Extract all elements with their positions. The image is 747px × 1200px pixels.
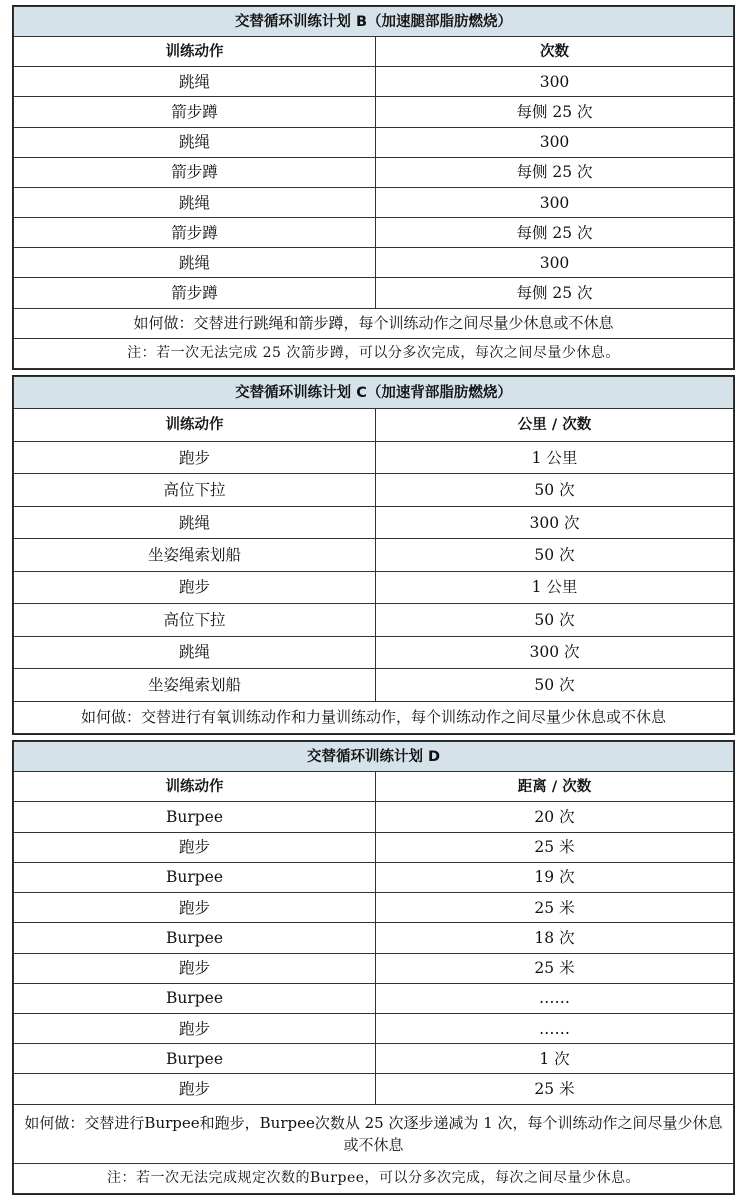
exercise-cell: 跳绳 [14, 127, 376, 157]
table-row [14, 604, 734, 636]
exercise-cell: 高位下拉 [14, 474, 376, 506]
exercise-cell: Burpee [14, 802, 376, 832]
exercise-cell: Burpee [14, 1044, 376, 1074]
count-cell: …… [376, 983, 734, 1013]
plan-d-how: 如何做：交替进行Burpee和跑步，Burpee次数从 25 次逐步递减为 1 次，每个训练动作之间尽量少休息或不休息 [14, 1104, 734, 1163]
plan-c-how-row [14, 701, 734, 733]
plan-c-header-exercise: 训练动作 [14, 409, 376, 441]
count-cell: 每侧 25 次 [376, 218, 734, 248]
plan-b-header-count: 次数 [376, 37, 734, 67]
count-cell: 25 米 [376, 832, 734, 862]
table-row [14, 67, 734, 97]
plan-b-table-wrapper [12, 5, 735, 370]
table-row [14, 802, 734, 832]
exercise-cell: 跳绳 [14, 636, 376, 668]
plan-d-header-row [14, 772, 734, 802]
count-cell: 300 次 [376, 636, 734, 668]
plan-d-title: 交替循环训练计划 D [14, 742, 734, 772]
table-row [14, 441, 734, 473]
count-cell: 50 次 [376, 539, 734, 571]
exercise-cell: Burpee [14, 983, 376, 1013]
count-cell: 20 次 [376, 802, 734, 832]
exercise-cell: 箭步蹲 [14, 157, 376, 187]
count-cell: 1 次 [376, 1044, 734, 1074]
count-cell: 每侧 25 次 [376, 97, 734, 127]
plan-b-header-exercise: 训练动作 [14, 37, 376, 67]
exercise-cell: 跳绳 [14, 187, 376, 217]
table-row [14, 1013, 734, 1043]
count-cell: 50 次 [376, 474, 734, 506]
plan-c-table-wrapper [12, 375, 735, 735]
plan-c-table [13, 376, 734, 734]
plan-b-title: 交替循环训练计划 B（加速腿部脂肪燃烧） [14, 7, 734, 37]
count-cell: 300 [376, 67, 734, 97]
table-row [14, 1044, 734, 1074]
table-row [14, 157, 734, 187]
table-row [14, 862, 734, 892]
table-row [14, 636, 734, 668]
plan-b-how: 如何做：交替进行跳绳和箭步蹲，每个训练动作之间尽量少休息或不休息 [14, 308, 734, 338]
plan-d-note: 注：若一次无法完成规定次数的Burpee，可以分多次完成，每次之间尽量少休息。 [14, 1163, 734, 1193]
table-row [14, 983, 734, 1013]
plan-d-title-row [14, 742, 734, 772]
exercise-cell: 坐姿绳索划船 [14, 669, 376, 701]
exercise-cell: Burpee [14, 923, 376, 953]
count-cell: 1 公里 [376, 571, 734, 603]
table-row [14, 893, 734, 923]
table-row [14, 474, 734, 506]
count-cell: 18 次 [376, 923, 734, 953]
table-row [14, 278, 734, 308]
plan-c-title: 交替循环训练计划 C（加速背部脂肪燃烧） [14, 377, 734, 409]
count-cell: 300 次 [376, 506, 734, 538]
plan-d-table-wrapper [12, 740, 735, 1195]
plan-c-title-row [14, 377, 734, 409]
exercise-cell: 跳绳 [14, 67, 376, 97]
table-row [14, 669, 734, 701]
exercise-cell: 跳绳 [14, 506, 376, 538]
plan-b-note: 注：若一次无法完成 25 次箭步蹲，可以分多次完成，每次之间尽量少休息。 [14, 338, 734, 368]
exercise-cell: 跑步 [14, 832, 376, 862]
plan-b-how-row [14, 308, 734, 338]
plan-d-header-count: 距离 / 次数 [376, 772, 734, 802]
count-cell: …… [376, 1013, 734, 1043]
count-cell: 每侧 25 次 [376, 278, 734, 308]
plan-c-header-row [14, 409, 734, 441]
plan-b-header-row [14, 37, 734, 67]
count-cell: 25 米 [376, 953, 734, 983]
table-row [14, 127, 734, 157]
count-cell: 25 米 [376, 1074, 734, 1104]
plan-b-note-row [14, 338, 734, 368]
plan-d-how-row [14, 1104, 734, 1163]
count-cell: 50 次 [376, 669, 734, 701]
table-row [14, 97, 734, 127]
plan-c-how: 如何做：交替进行有氧训练动作和力量训练动作，每个训练动作之间尽量少休息或不休息 [14, 701, 734, 733]
plan-c-header-count: 公里 / 次数 [376, 409, 734, 441]
exercise-cell: 坐姿绳索划船 [14, 539, 376, 571]
table-row [14, 571, 734, 603]
exercise-cell: 跳绳 [14, 248, 376, 278]
plan-b-title-row [14, 7, 734, 37]
table-row [14, 539, 734, 571]
exercise-cell: 跑步 [14, 1074, 376, 1104]
count-cell: 每侧 25 次 [376, 157, 734, 187]
table-row [14, 1074, 734, 1104]
plan-b-table [13, 6, 734, 369]
table-row [14, 923, 734, 953]
exercise-cell: 跑步 [14, 953, 376, 983]
plan-d-header-exercise: 训练动作 [14, 772, 376, 802]
exercise-cell: 箭步蹲 [14, 278, 376, 308]
exercise-cell: 箭步蹲 [14, 97, 376, 127]
count-cell: 19 次 [376, 862, 734, 892]
plan-d-table [13, 741, 734, 1194]
count-cell: 300 [376, 248, 734, 278]
table-row [14, 187, 734, 217]
table-row [14, 832, 734, 862]
exercise-cell: 跑步 [14, 893, 376, 923]
exercise-cell: 跑步 [14, 571, 376, 603]
table-row [14, 506, 734, 538]
exercise-cell: 高位下拉 [14, 604, 376, 636]
table-row [14, 953, 734, 983]
exercise-cell: 跑步 [14, 441, 376, 473]
exercise-cell: 箭步蹲 [14, 218, 376, 248]
exercise-cell: 跑步 [14, 1013, 376, 1043]
count-cell: 1 公里 [376, 441, 734, 473]
count-cell: 50 次 [376, 604, 734, 636]
count-cell: 25 米 [376, 893, 734, 923]
table-row [14, 218, 734, 248]
plan-d-note-row [14, 1163, 734, 1193]
count-cell: 300 [376, 127, 734, 157]
exercise-cell: Burpee [14, 862, 376, 892]
table-row [14, 248, 734, 278]
count-cell: 300 [376, 187, 734, 217]
